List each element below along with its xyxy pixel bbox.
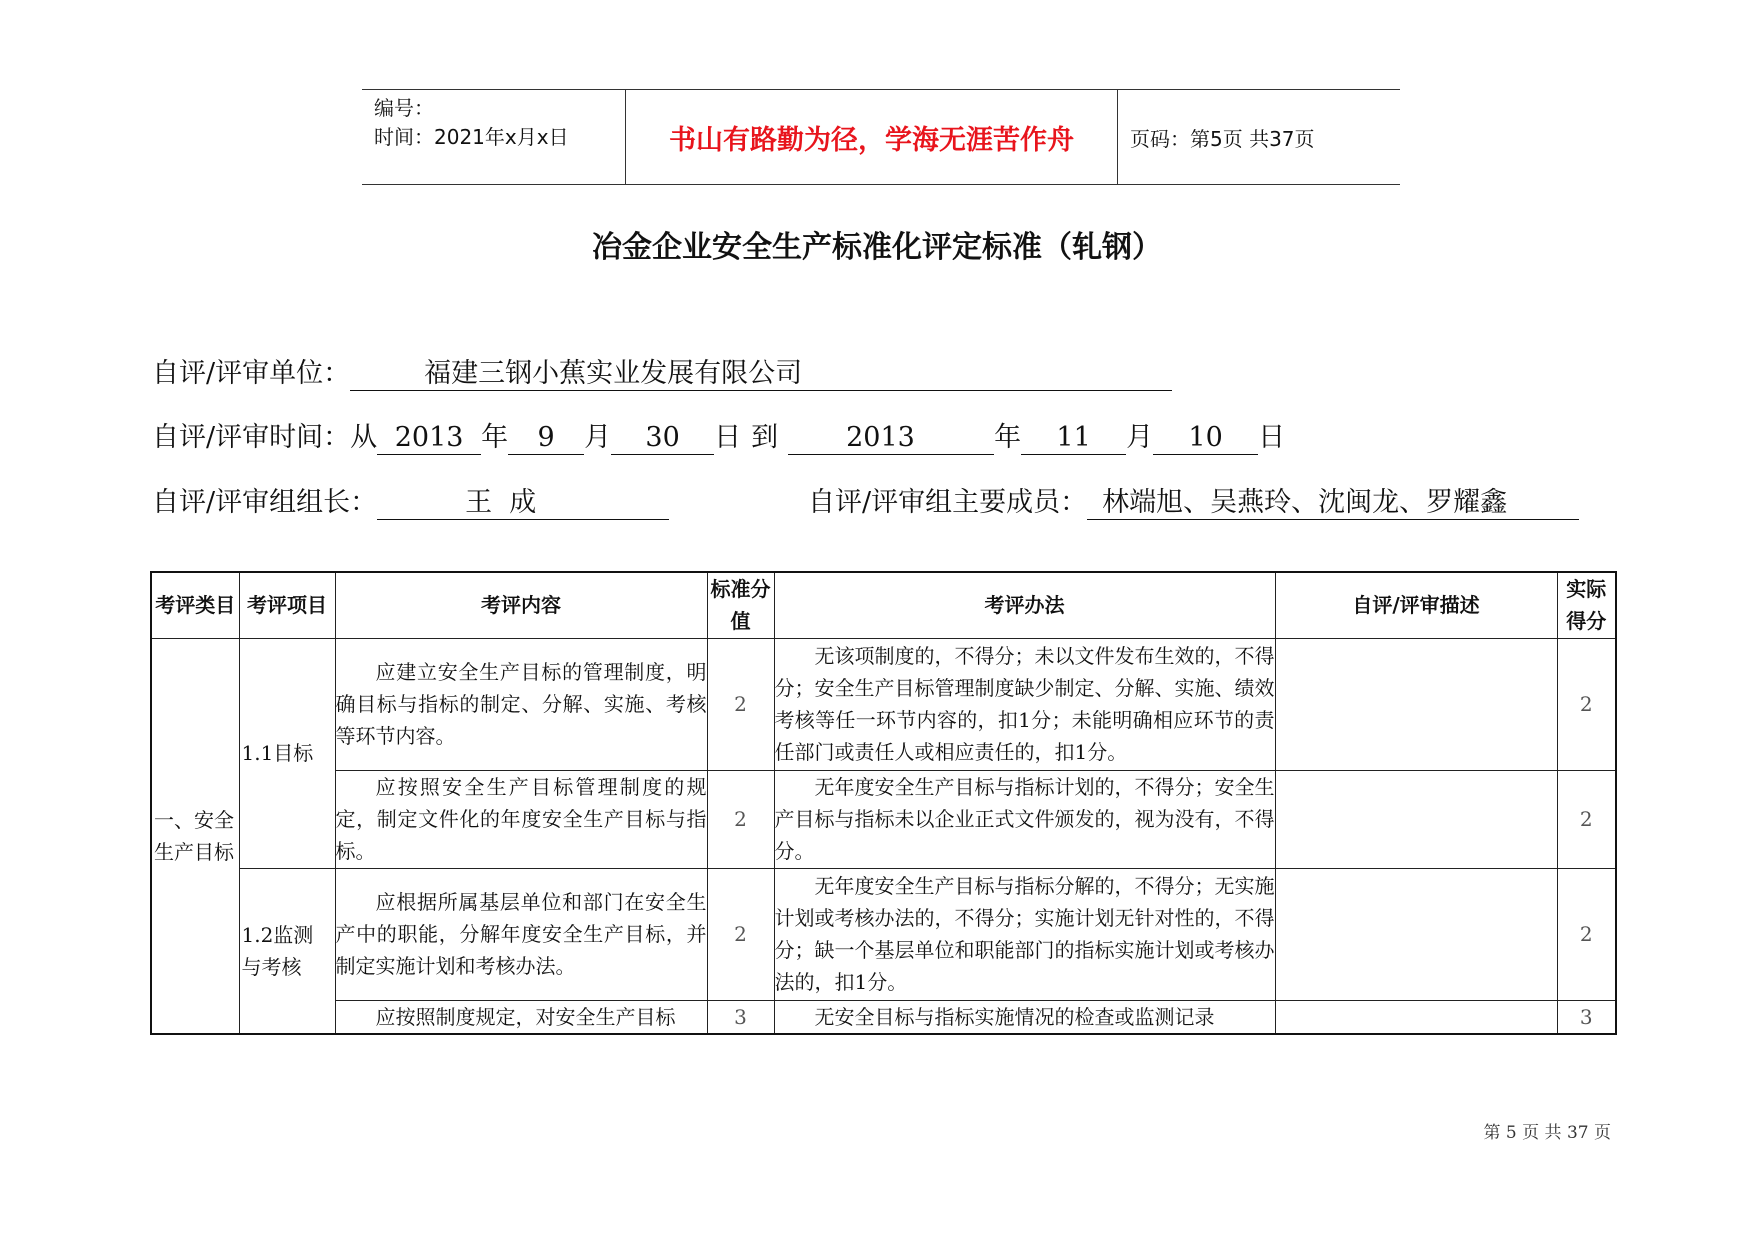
time-line: 自评/评审时间：从 2013 年 9 月 30 日 到 2013 年 11 月 10 日 bbox=[152, 418, 1285, 458]
content-cell: 应按照安全生产目标管理制度的规定，制定文件化的年度安全生产目标与指标。 bbox=[335, 770, 707, 868]
leader-line bbox=[152, 483, 669, 523]
header-content: 考评内容 bbox=[335, 572, 707, 638]
document-number-label: 编号： bbox=[374, 96, 434, 120]
actual-score-cell: 2 bbox=[1557, 638, 1616, 770]
from-day-field: 30 bbox=[611, 418, 714, 455]
method-cell: 无该项制度的，不得分；未以文件发布生效的，不得分；安全生产目标管理制度缺少制定、分解、实施、绩效考核等任一环节内容的，扣1分；未能明确相应环节的责任部门或责任人或相应责任的，扣1分。 bbox=[774, 638, 1275, 770]
leader-field: 王 成 bbox=[377, 483, 669, 520]
document-title: 冶金企业安全生产标准化评定标准（轧钢） bbox=[592, 230, 1162, 265]
page-footer: 第 5 页 共 37 页 bbox=[1483, 1123, 1611, 1143]
page-header bbox=[362, 89, 1400, 185]
header-item: 考评项目 bbox=[239, 572, 335, 638]
from-month-field: 9 bbox=[508, 418, 584, 455]
header-actual-score: 实际得分 bbox=[1557, 572, 1616, 638]
header-standard-score: 标准分值 bbox=[707, 572, 774, 638]
header-description: 自评/评审描述 bbox=[1275, 572, 1557, 638]
to-day-field: 10 bbox=[1153, 418, 1258, 455]
description-cell bbox=[1275, 1000, 1557, 1034]
score-cell: 2 bbox=[707, 868, 774, 1000]
header-motto: 书山有路勤为径，学海无涯苦作舟 bbox=[625, 90, 1118, 184]
description-cell bbox=[1275, 770, 1557, 868]
content-cell: 应建立安全生产目标的管理制度，明确目标与指标的制定、分解、实施、考核等环节内容。 bbox=[335, 638, 707, 770]
method-cell: 无年度安全生产目标与指标计划的，不得分；安全生产目标与指标未以企业正式文件颁发的，视为没有，不得分。 bbox=[774, 770, 1275, 868]
score-cell: 2 bbox=[707, 638, 774, 770]
table-row bbox=[151, 868, 1616, 1000]
actual-score-cell: 2 bbox=[1557, 868, 1616, 1000]
to-month-field: 11 bbox=[1021, 418, 1126, 455]
from-year-field: 2013 bbox=[377, 418, 481, 455]
actual-score-cell: 2 bbox=[1557, 770, 1616, 868]
unit-line bbox=[152, 354, 1172, 394]
table-row bbox=[151, 770, 1616, 868]
unit-field: 福建三钢小蕉实业发展有限公司 bbox=[350, 354, 1172, 391]
score-cell: 2 bbox=[707, 770, 774, 868]
method-cell: 无年度安全生产目标与指标分解的，不得分；无实施计划或考核办法的，不得分；实施计划无针对性的，不得分；缺一个基层单位和职能部门的指标实施计划或考核办法的，扣1分。 bbox=[774, 868, 1275, 1000]
document-date: 时间：2021年x月x日 bbox=[374, 125, 569, 149]
header-meta bbox=[374, 94, 569, 152]
score-cell: 3 bbox=[707, 1000, 774, 1034]
time-label: 自评/评审时间：从 bbox=[152, 422, 378, 453]
category-cell: 一、安全生产目标 bbox=[151, 638, 239, 1034]
item-cell: 1.1目标 bbox=[239, 638, 335, 868]
header-method: 考评办法 bbox=[774, 572, 1275, 638]
leader-label: 自评/评审组组长： bbox=[152, 487, 378, 518]
table-row bbox=[151, 1000, 1616, 1034]
page-indicator: 页码：第5页 共37页 bbox=[1130, 126, 1315, 151]
to-year-field: 2013 bbox=[788, 418, 994, 455]
description-cell bbox=[1275, 638, 1557, 770]
item-cell: 1.2监测与考核 bbox=[239, 868, 335, 1034]
members-field: 林端旭、吴燕玲、沈闽龙、罗耀鑫 bbox=[1087, 483, 1579, 520]
table-row bbox=[151, 638, 1616, 770]
content-cell: 应按照制度规定，对安全生产目标 bbox=[335, 1000, 707, 1034]
members-label: 自评/评审组主要成员： bbox=[808, 487, 1088, 518]
evaluation-table bbox=[150, 571, 1617, 1035]
actual-score-cell: 3 bbox=[1557, 1000, 1616, 1034]
content-cell: 应根据所属基层单位和部门在安全生产中的职能，分解年度安全生产目标，并制定实施计划和考核办法。 bbox=[335, 868, 707, 1000]
unit-label: 自评/评审单位： bbox=[152, 358, 351, 389]
header-category: 考评类目 bbox=[151, 572, 239, 638]
description-cell bbox=[1275, 868, 1557, 1000]
members-line bbox=[808, 483, 1579, 523]
method-cell: 无安全目标与指标实施情况的检查或监测记录 bbox=[774, 1000, 1275, 1034]
table-header-row bbox=[151, 572, 1616, 638]
